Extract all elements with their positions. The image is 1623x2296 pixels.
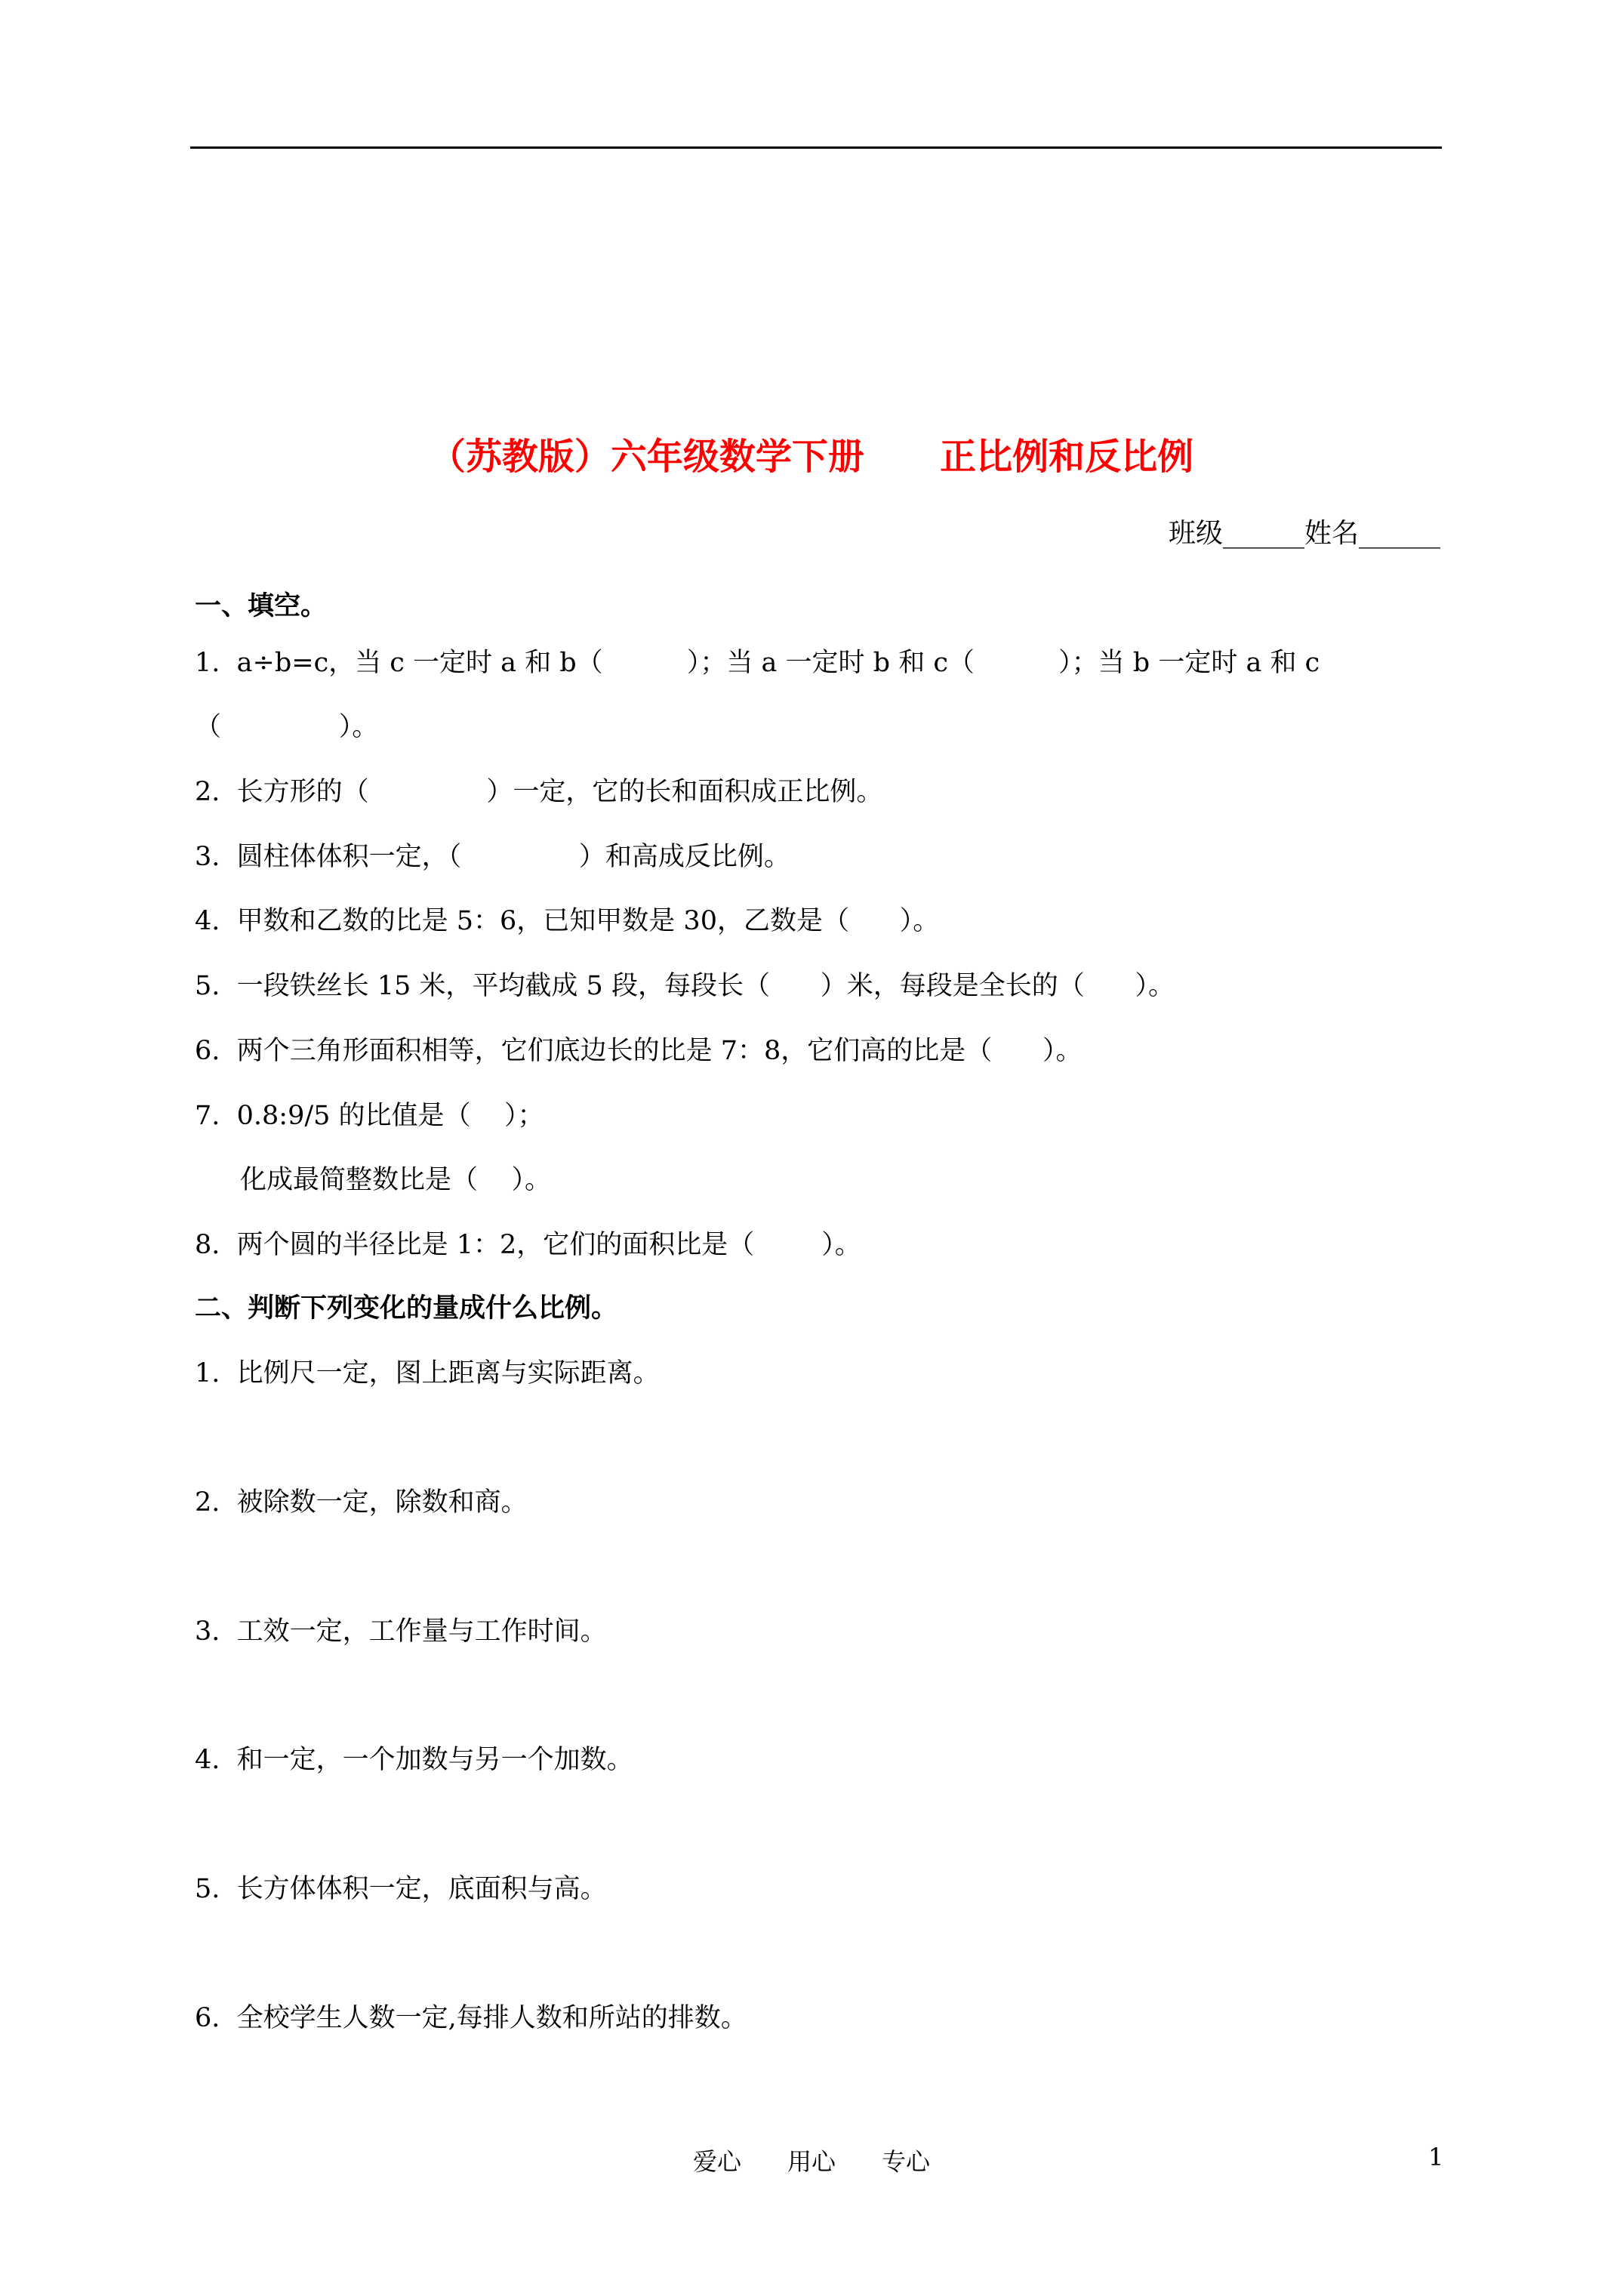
judge-item-1: 1. 比例尺一定，图上距离与实际距离。 (195, 1358, 660, 1388)
judge-item-3: 3. 工效一定，工作量与工作时间。 (195, 1616, 607, 1647)
judge-item-5: 5. 长方体体积一定，底面积与高。 (195, 1874, 607, 1904)
judge-item-2: 2. 被除数一定，除数和商。 (195, 1487, 528, 1518)
judge-item-6: 6. 全校学生人数一定,每排人数和所站的排数。 (195, 2003, 747, 2033)
question-3: 3. 圆柱体体积一定，（ ）和高成反比例。 (195, 842, 790, 872)
question-2: 2. 长方形的（ ）一定，它的长和面积成正比例。 (195, 777, 883, 807)
page-number: 1 (1428, 2143, 1444, 2171)
section-2-heading: 二、判断下列变化的量成什么比例。 (195, 1293, 618, 1324)
question-4: 4. 甲数和乙数的比是 5：6，已知甲数是 30，乙数是（ ）。 (195, 906, 940, 936)
judge-item-4: 4. 和一定，一个加数与另一个加数。 (195, 1745, 633, 1775)
class-name-line: 班级______姓名______ (1168, 518, 1440, 549)
section-1-heading: 一、填空。 (195, 591, 328, 621)
question-7-line-1: 7. 0.8:9/5 的比值是（ ）； (195, 1101, 544, 1131)
question-7-line-2: 化成最简整数比是（ ）。 (240, 1165, 552, 1195)
page-title: （苏教版）六年级数学下册 正比例和反比例 (429, 436, 1194, 478)
question-1-line-2: （ ）。 (195, 712, 379, 742)
question-6: 6. 两个三角形面积相等，它们底边长的比是 7：8，它们高的比是（ ）。 (195, 1036, 1083, 1066)
question-1-line-1: 1. a÷b=c，当 c 一定时 a 和 b（ ）；当 a 一定时 b 和 c（ ）；当 b 一定时 a 和 c (195, 648, 1320, 678)
question-5: 5. 一段铁丝长 15 米，平均截成 5 段，每段长（ ）米，每段是全长的（ ）。 (195, 971, 1175, 1001)
header-rule (190, 146, 1442, 149)
footer-motto: 爱心 用心 专心 (692, 2147, 931, 2176)
question-8: 8. 两个圆的半径比是 1：2，它们的面积比是（ ）。 (195, 1230, 861, 1260)
